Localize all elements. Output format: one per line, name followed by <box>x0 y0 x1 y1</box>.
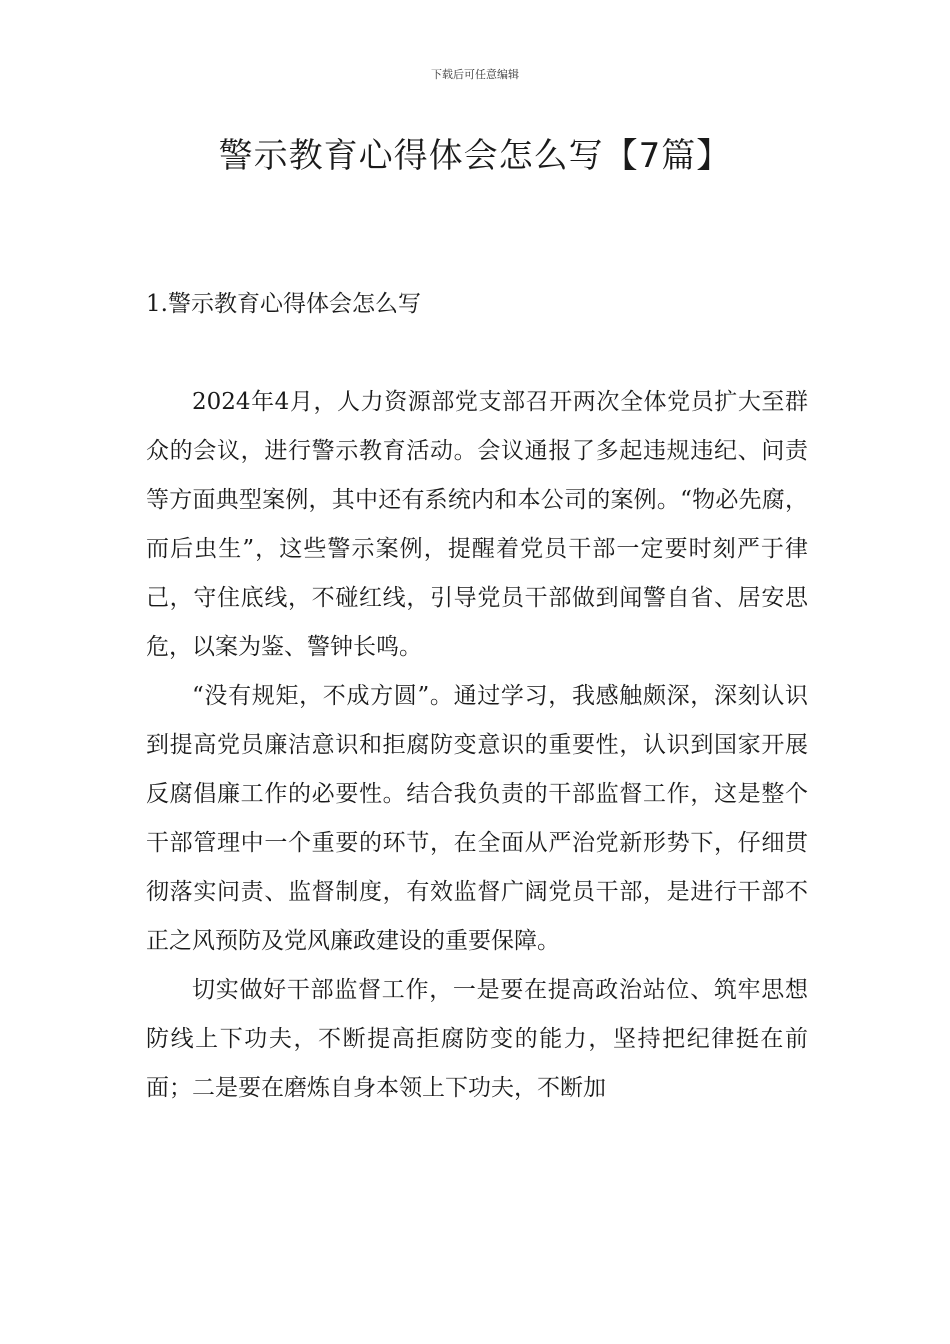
header-note: 下载后可任意编辑 <box>431 68 519 81</box>
section-heading: 1.警示教育心得体会怎么写 <box>146 291 421 317</box>
paragraph-2: “没有规矩，不成方圆”。通过学习，我感触颇深，深刻认识到提高党员廉洁意识和拒腐防变意识的重要性，认识到国家开展反腐倡廉工作的必要性。结合我负责的干部监督工作，这是整个干部管理中一个重要的环节，在全面从严治党新形势下，仔细贯彻落实问责、监督制度，有效监督广阔党员干部，是进行干部不正之风预防及党风廉政建设的重要保障。 <box>146 683 808 954</box>
document-title: 警示教育心得体会怎么写【7篇】 <box>218 136 732 176</box>
paragraph-1: 2024年4月，人力资源部党支部召开两次全体党员扩大至群众的会议，进行警示教育活动。会议通报了多起违规违纪、问责等方面典型案例，其中还有系统内和本公司的案例。“物必先腐，而后虫生”，这些警示案例，提醒着党员干部一定要时刻严于律己，守住底线，不碰红线，引导党员干部做到闻警自省、居安思危，以案为鉴、警钟长鸣。 <box>146 389 808 660</box>
paragraph-3: 切实做好干部监督工作，一是要在提高政治站位、筑牢思想防线上下功夫，不断提高拒腐防变的能力，坚持把纪律挺在前面；二是要在磨炼自身本领上下功夫，不断加 <box>146 977 808 1101</box>
document-body <box>146 378 808 1113</box>
